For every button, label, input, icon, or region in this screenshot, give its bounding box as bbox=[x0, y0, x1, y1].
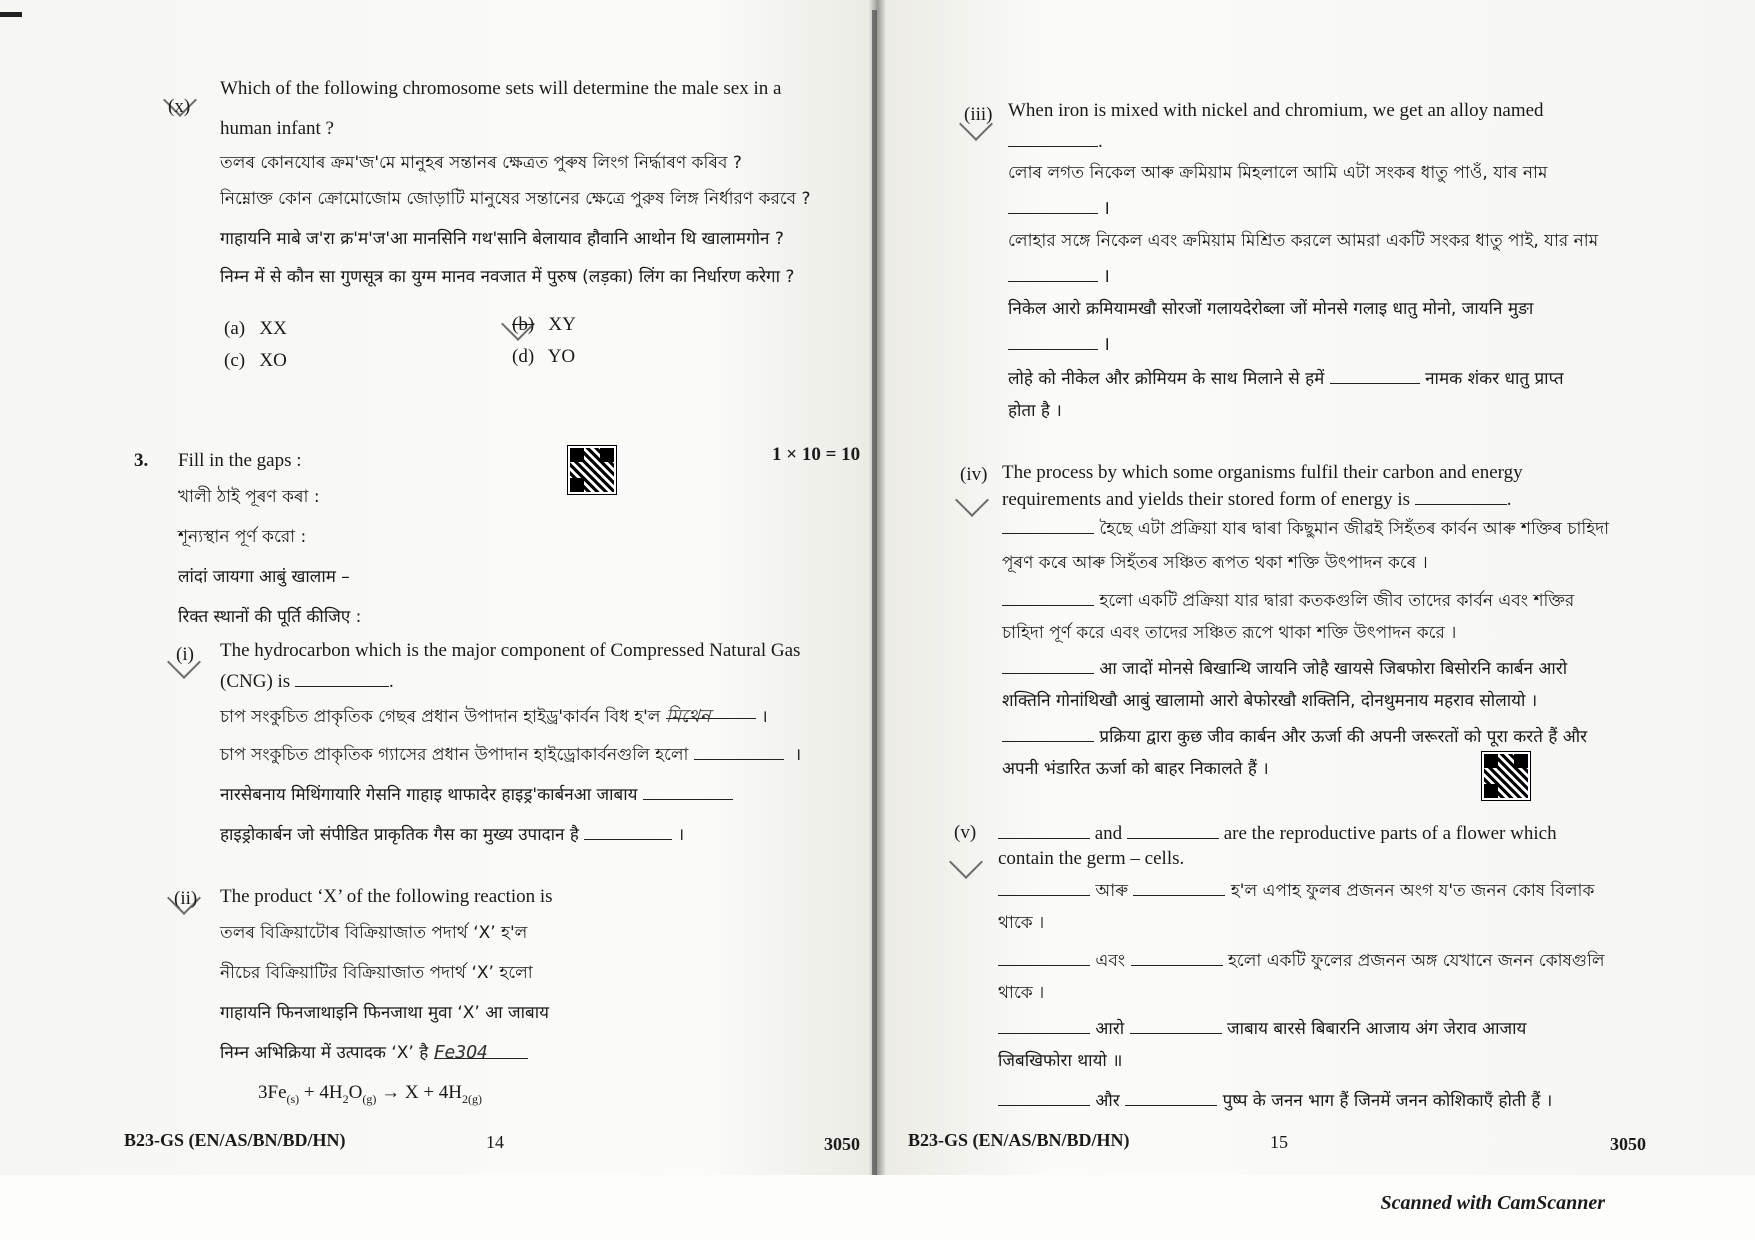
blank-field[interactable] bbox=[295, 670, 389, 687]
q3-english: Fill in the gaps : bbox=[178, 450, 302, 471]
page-number: 15 bbox=[1270, 1132, 1288, 1152]
q-i-assamese-text: চাপ সংকুচিত প্ৰাকৃতিক গেছৰ প্ৰধান উপাদান হাইড্ৰ'কাৰ্বন বিধ হ'ল bbox=[220, 707, 661, 727]
q-iii-assamese-blank: । bbox=[1008, 194, 1110, 220]
q-ii-assamese: তলৰ বিক্ৰিয়াটোৰ বিক্ৰিয়াজাত পদাৰ্থ ‘X’ হ'ল bbox=[220, 923, 528, 943]
q-x-bodo: गाहायनि माबे ज'रा क्र'म'ज'आ मानसिनि गथ'सानि बेलायाव हौवानि आथोन थि खालामगोन ? bbox=[220, 229, 784, 249]
q-v-bodo-text-1: जाबाय बारसे बिबारनि आजाय अंग जेराव आजाय bbox=[1226, 1019, 1527, 1039]
q-v-assamese-and: আৰু bbox=[1095, 881, 1129, 901]
blank-field[interactable] bbox=[998, 1017, 1090, 1034]
q-iv-english-2: requirements and yields their stored form of energy is . bbox=[1002, 489, 1512, 510]
blank-field[interactable] bbox=[1330, 367, 1420, 384]
q-v-english-2: contain the germ – cells. bbox=[998, 848, 1185, 869]
footer-number: 3050 bbox=[824, 1134, 860, 1154]
q-i-assamese: চাপ সংকুচিত প্ৰাকৃতিক গেছৰ প্ৰধান উপাদান হাইড্ৰ'কাৰ্বন বিধ হ'ল মিথেন । bbox=[220, 702, 768, 732]
q-iv-bodo-2: शक्तिनि गोनांथिखौ आबुं खालामो आरो बेफोरखौ शक्तिनि, दोनथुमनाय महराव सोलायो । bbox=[1002, 691, 1538, 711]
option-d-text: YO bbox=[547, 346, 576, 367]
q-v-bodo-2: जिबखिफोरा थायो ॥ bbox=[998, 1051, 1123, 1071]
q3-bengali: শূন্যস্থান পূর্ণ করো : bbox=[178, 527, 307, 547]
left-page bbox=[0, 0, 875, 1175]
q-v-hindi bbox=[998, 1088, 1552, 1111]
q-i-english-2: (CNG) is . bbox=[220, 671, 394, 692]
blank-field[interactable] bbox=[998, 949, 1090, 966]
blank-field[interactable] bbox=[1002, 657, 1094, 674]
q-ii-english: The product ‘X’ of the following reaction is bbox=[220, 886, 553, 907]
option-c-text: XO bbox=[259, 350, 287, 371]
q-iv-bengali-1 bbox=[1002, 588, 1574, 616]
q-ii-hindi-text: निम्न अभिक्रिया में उत्पादक ‘X’ है bbox=[220, 1043, 429, 1063]
eq-part: + 4H bbox=[299, 1082, 343, 1103]
q-i-bodo-text: नारसेबनाय मिथिंगायारि गेसनि गाहाइ थाफादेर हाइड्र'कार्बनआ जाबाय bbox=[220, 785, 638, 805]
q-v-label: (v) bbox=[954, 822, 977, 843]
q-ii-bengali: নীচের বিক্রিয়াটির বিক্রিয়াজাত পদার্থ ‘X’ হলো bbox=[220, 963, 533, 983]
q-v-hindi-and: और bbox=[1095, 1091, 1120, 1111]
q-iii-english-blank: . bbox=[1008, 130, 1103, 153]
blank-field[interactable] bbox=[1002, 589, 1094, 606]
eq-part: (s) bbox=[286, 1091, 300, 1106]
q-iv-hindi-1 bbox=[1002, 724, 1587, 747]
q-iv-assamese-1 bbox=[1002, 516, 1609, 544]
q-v-bengali-2: থাকে । bbox=[998, 983, 1045, 1003]
q-iii-hindi-text-1: लोहे को नीकेल और क्रोमियम के साथ मिलाने से हमें bbox=[1008, 369, 1325, 389]
q-v-and: and bbox=[1094, 823, 1123, 844]
q-iv-assamese-2: পূৰণ কৰে আৰু সিহঁতৰ সঞ্চিত ৰূপত থকা শক্তি উৎপাদন কৰে । bbox=[1002, 553, 1428, 573]
q-x-bengali: নিম্নোক্ত কোন ক্রোমোজোম জোড়াটি মানুষের সন্তানের ক্ষেত্রে পুরুষ লিঙ্গ নির্ধারণ করবে ? bbox=[220, 189, 811, 209]
q3-number: 3. bbox=[134, 450, 149, 471]
q-iii-bodo-blank: । bbox=[1008, 330, 1110, 356]
q-iv-hindi-text-1: प्रक्रिया द्वारा कुछ जीव कार्बन और ऊर्जा की अपनी जरूरतों को पूरा करते हैं और bbox=[1099, 727, 1588, 747]
q-iv-label: (iv) bbox=[960, 464, 988, 485]
q-x-assamese: তলৰ কোনযোৰ ক্ৰম'জ'মে মানুহৰ সন্তানৰ ক্ষেত্ৰত পুৰুষ লিংগ নিৰ্দ্ধাৰণ কৰিব ? bbox=[220, 153, 742, 173]
q-x-english-2: human infant ? bbox=[220, 118, 334, 139]
q-iii-label: (iii) bbox=[964, 104, 993, 125]
footer-code: B23-GS (EN/AS/BN/BD/HN) bbox=[908, 1130, 1130, 1150]
blank-field[interactable] bbox=[1133, 879, 1225, 896]
qr-code-icon bbox=[568, 446, 616, 494]
eq-part: 2 bbox=[342, 1091, 349, 1106]
q-v-english-1 bbox=[998, 822, 1557, 845]
blank-field[interactable] bbox=[1008, 265, 1098, 282]
q-ii-label: (ii) bbox=[174, 888, 198, 909]
blank-field[interactable] bbox=[694, 743, 784, 760]
q-v-hindi-text-1: पुष्प के जनन भाग हैं जिनमें जनन कोशिकाएँ होती हैं । bbox=[1222, 1091, 1553, 1111]
option-c bbox=[224, 350, 287, 372]
check-mark-icon bbox=[955, 483, 989, 517]
q3-marks: 1 × 10 = 10 bbox=[772, 444, 861, 465]
check-mark-icon bbox=[949, 845, 983, 879]
q-iv-english-2-text: requirements and yields their stored form of energy is bbox=[1002, 489, 1411, 510]
q-iv-hindi-2: अपनी भंडारित ऊर्जा को बाहर निकालते हैं । bbox=[1002, 759, 1269, 779]
option-b-text: XY bbox=[548, 314, 576, 335]
eq-part: → X + 4H bbox=[376, 1082, 463, 1103]
blank-field[interactable] bbox=[1131, 949, 1223, 966]
q-iii-assamese: লোৰ লগত নিকেল আৰু ক্ৰমিয়াম মিহলালে আমি এটা সংকৰ ধাতু পাওঁ, যাৰ নাম bbox=[1008, 163, 1548, 183]
q-iii-hindi-text-2: नामक शंकर धातु प्राप्त bbox=[1425, 369, 1564, 389]
blank-field[interactable] bbox=[1130, 1017, 1222, 1034]
q3-bodo: लांदां जायगा आबुं खालाम – bbox=[178, 567, 350, 587]
page-number: 14 bbox=[486, 1132, 504, 1152]
blank-field[interactable] bbox=[1002, 725, 1094, 742]
q3-hindi: रिक्त स्थानों की पूर्ति कीजिए : bbox=[178, 607, 362, 627]
q-i-bengali: চাপ সংকুচিত প্রাকৃতিক গ্যাসের প্রধান উপাদান হাইড্রোকার্বনগুলি হলো । bbox=[220, 745, 802, 765]
q-v-bengali-and: এবং bbox=[1095, 951, 1126, 971]
handwritten-answer: মিথেন bbox=[666, 702, 756, 719]
eq-part: (g) bbox=[362, 1091, 377, 1106]
option-b-key: (b) bbox=[512, 314, 535, 335]
q-iii-bodo: निकेल आरो क्रमियामखौ सोरजों गलायदेरोब्ला जों मोनसे गलाइ धातु मोनो, जायनि मुङा bbox=[1008, 299, 1534, 319]
q-iv-bengali-text-1: হলো একটি প্রক্রিয়া যার দ্বারা কতকগুলি জীব তাদের কার্বন এবং শক্তির bbox=[1099, 591, 1575, 611]
blank-field[interactable] bbox=[1008, 130, 1098, 147]
blank-field[interactable] bbox=[584, 823, 672, 840]
q-iii-hindi-2: होता है । bbox=[1008, 401, 1062, 421]
option-d bbox=[512, 346, 575, 368]
q-i-hindi: हाइड्रोकार्बन जो संपीडित प्राकृतिक गैस का मुख्य उपादान है । bbox=[220, 825, 685, 845]
q-v-assamese-2: থাকে । bbox=[998, 913, 1045, 933]
reaction-equation bbox=[258, 1082, 482, 1107]
right-page bbox=[878, 0, 1755, 1175]
blank-field[interactable] bbox=[1002, 517, 1094, 534]
q-v-assamese-1 bbox=[998, 878, 1594, 906]
q-i-bengali-text: চাপ সংকুচিত প্রাকৃতিক গ্যাসের প্রধান উপাদান হাইড্রোকার্বনগুলি হলো bbox=[220, 745, 689, 765]
q-v-assamese-text-1: হ'ল এপাহ ফুলৰ প্ৰজনন অংগ য'ত জনন কোষ বিলাক bbox=[1230, 881, 1595, 901]
option-a-text: XX bbox=[259, 318, 287, 339]
q-i-bodo bbox=[220, 782, 733, 805]
blank-field[interactable] bbox=[1415, 488, 1507, 505]
handwritten-answer: Fe3O4 bbox=[434, 1042, 528, 1059]
q-iv-english-1: The process by which some organisms fulfil their carbon and energy bbox=[1002, 462, 1523, 483]
q-iv-assamese-text-1: হৈছে এটা প্ৰক্ৰিয়া যাৰ দ্বাৰা কিছুমান জীৱই সিহঁতৰ কাৰ্বন আৰু শক্তিৰ চাহিদা bbox=[1099, 519, 1610, 539]
q-iii-hindi-1 bbox=[1008, 366, 1564, 389]
blank-field[interactable] bbox=[643, 783, 733, 800]
blank-field[interactable] bbox=[1008, 333, 1098, 350]
blank-field[interactable] bbox=[1127, 822, 1219, 839]
q-x-english-1: Which of the following chromosome sets will determine the male sex in a bbox=[220, 78, 782, 99]
option-a bbox=[224, 318, 287, 340]
blank-field[interactable] bbox=[998, 1089, 1090, 1106]
q-iv-bodo-1 bbox=[1002, 656, 1567, 679]
q-x-label: (x) bbox=[168, 96, 191, 117]
option-c-key: (c) bbox=[224, 350, 246, 371]
option-d-key: (d) bbox=[512, 346, 535, 367]
blank-field[interactable] bbox=[1125, 1089, 1217, 1106]
q-ii-hindi bbox=[220, 1040, 528, 1063]
blank-field[interactable] bbox=[998, 822, 1090, 839]
q-iv-bodo-text-1: आ जादों मोनसे बिखान्थि जायनि जोहै खायसे जिबफोरा बिसोरनि कार्बन आरो bbox=[1099, 659, 1568, 679]
q-i-hindi-text: हाइड्रोकार्बन जो संपीडित प्राकृतिक गैस का मुख्य उपादान है bbox=[220, 825, 579, 845]
q-i-label: (i) bbox=[176, 644, 194, 665]
q-i-english-1: The hydrocarbon which is the major component of Compressed Natural Gas bbox=[220, 640, 801, 661]
q-v-bengali-1 bbox=[998, 948, 1605, 976]
qr-code-icon bbox=[1482, 752, 1530, 800]
q-v-bengali-text-1: হলো একটি ফুলের প্রজনন অঙ্গ যেখানে জনন কোষগুলি bbox=[1227, 951, 1605, 971]
scanner-watermark: Scanned with CamScanner bbox=[1380, 1192, 1605, 1214]
q-iii-bengali-blank: । bbox=[1008, 262, 1110, 288]
q-iii-bengali: লোহার সঙ্গে নিকেল এবং ক্রমিয়াম মিশ্রিত করলে আমরা একটি সংকর ধাতু পাই, যার নাম bbox=[1008, 231, 1599, 251]
q-x-hindi: निम्न में से कौन सा गुणसूत्र का युग्म मानव नवजात में पुरुष (लड़का) लिंग का निर्धारण करेगा ? bbox=[220, 267, 795, 287]
footer-code: B23-GS (EN/AS/BN/BD/HN) bbox=[124, 1130, 346, 1150]
eq-part: 2(g) bbox=[462, 1091, 483, 1106]
q-v-english-text-1: are the reproductive parts of a flower which bbox=[1223, 823, 1557, 844]
eq-part: 3Fe bbox=[258, 1082, 287, 1103]
q-iv-bengali-2: চাহিদা পূর্ণ করে এবং তাদের সঞ্চিত রূপে থাকা শক্তি উৎপাদন করে । bbox=[1002, 623, 1457, 643]
blank-field[interactable] bbox=[998, 879, 1090, 896]
eq-part: O bbox=[348, 1082, 363, 1103]
q-v-bodo-1 bbox=[998, 1016, 1526, 1039]
q-ii-bodo: गाहायनि फिनजाथाइनि फिनजाथा मुवा ‘X’ आ जाबाय bbox=[220, 1003, 550, 1023]
q-i-english-2-text: (CNG) is bbox=[220, 671, 291, 692]
footer-number: 3050 bbox=[1610, 1134, 1646, 1154]
option-a-key: (a) bbox=[224, 318, 246, 339]
q-v-bodo-and: आरो bbox=[1095, 1019, 1125, 1039]
q-iii-english: When iron is mixed with nickel and chromium, we get an alloy named bbox=[1008, 100, 1544, 121]
blank-field[interactable] bbox=[1008, 197, 1098, 214]
q3-assamese: খালী ঠাই পূৰণ কৰা : bbox=[178, 487, 320, 507]
